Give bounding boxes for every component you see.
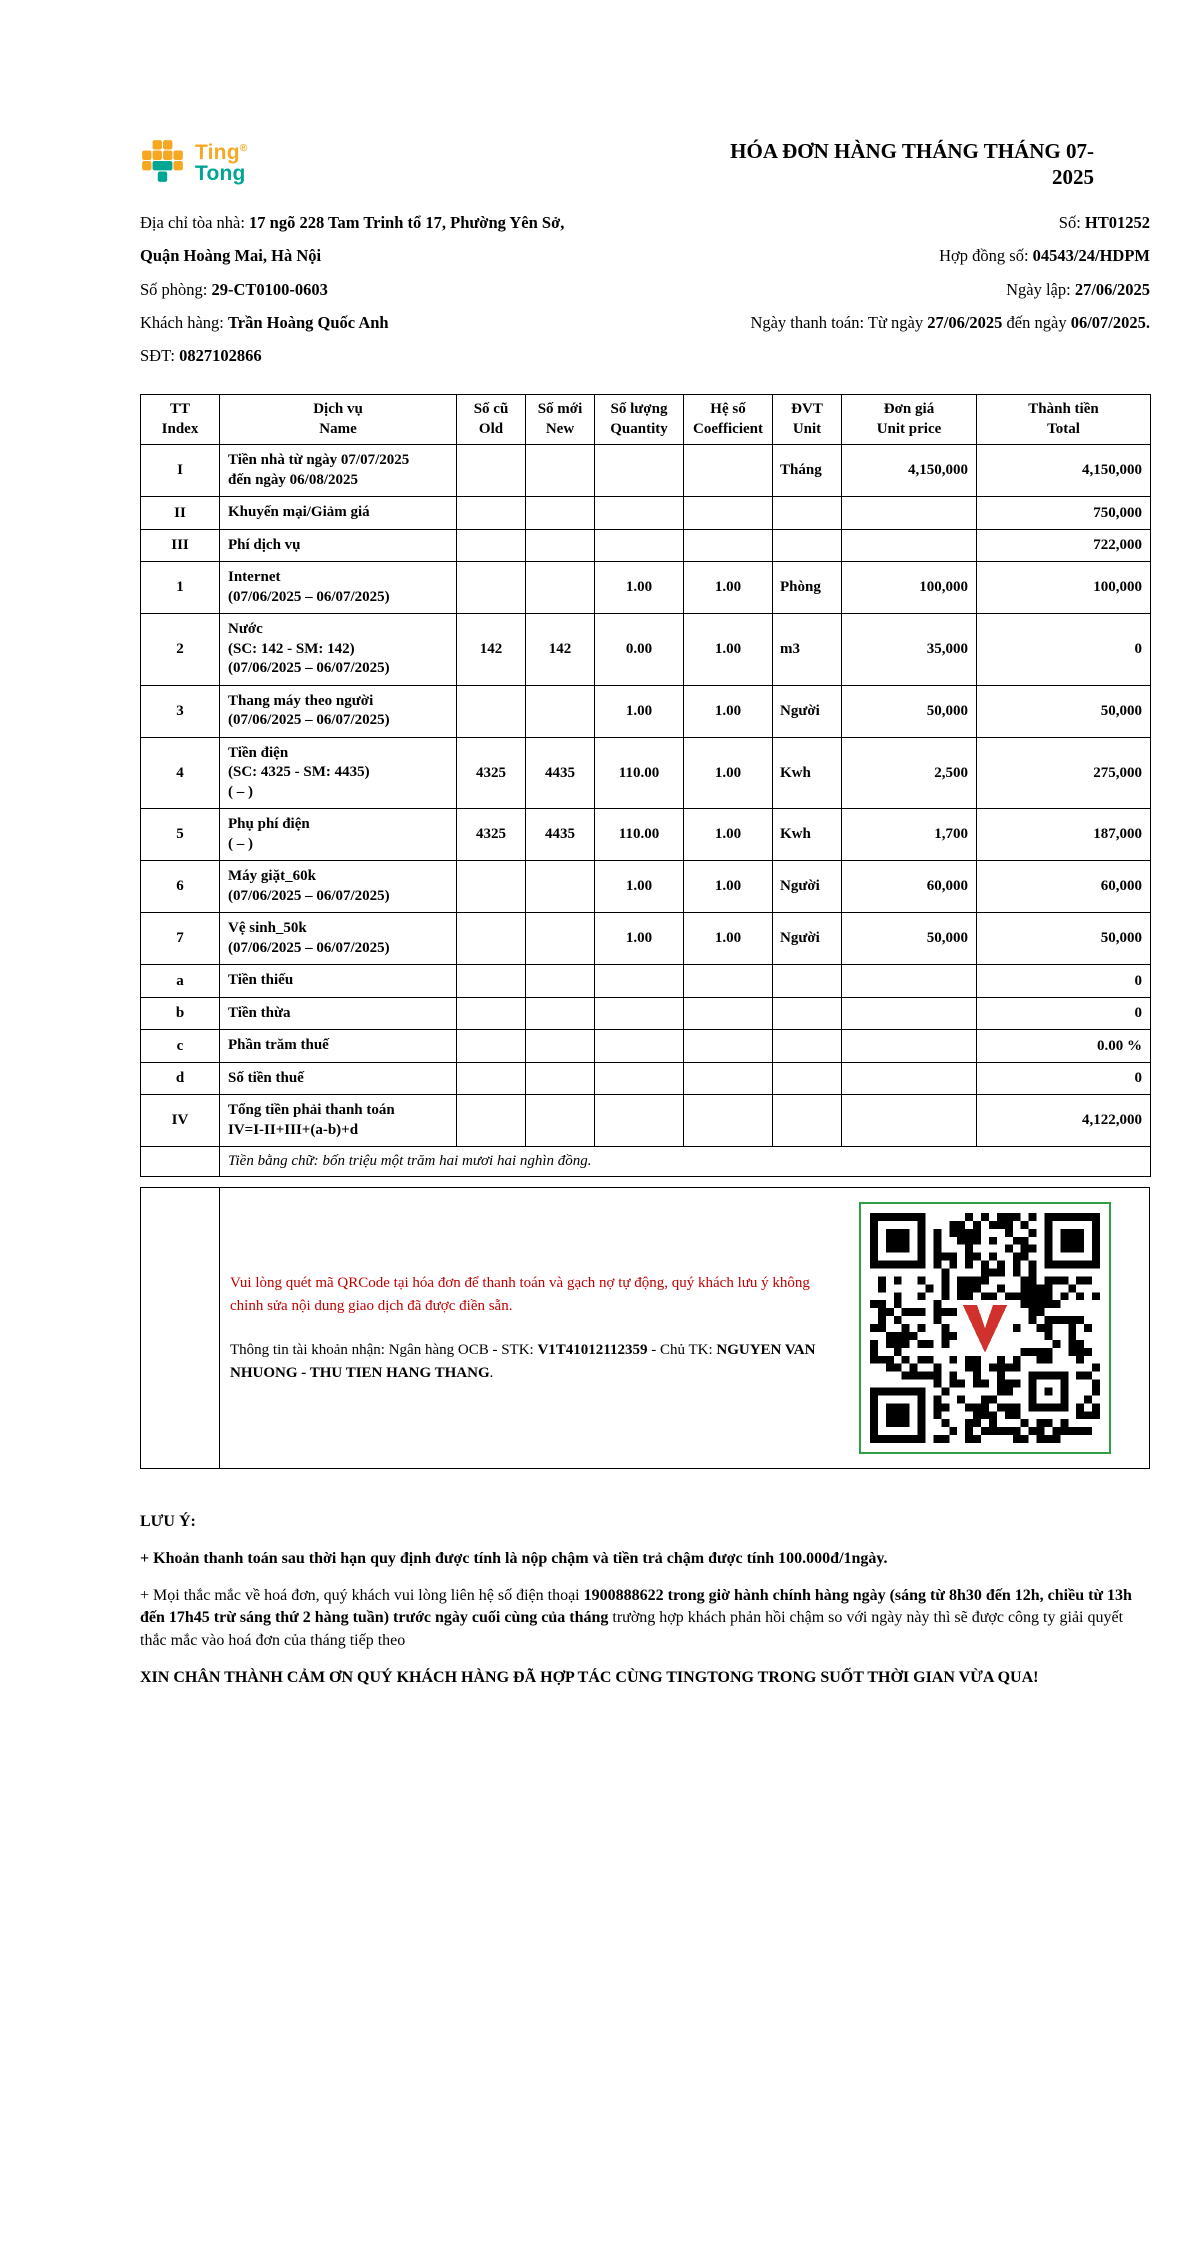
cell-unit: Tháng <box>773 445 842 497</box>
cell-unit-price <box>842 965 977 998</box>
cell-new-reading <box>526 913 595 965</box>
tingtong-logo-icon <box>140 138 186 184</box>
cell-coefficient: 1.00 <box>684 737 773 809</box>
cell-total: 0 <box>977 1062 1151 1095</box>
cell-index: 6 <box>141 861 220 913</box>
qr-section <box>140 1187 1150 1469</box>
col-header-index: TT Index <box>141 395 220 445</box>
cell-quantity: 110.00 <box>595 737 684 809</box>
tingtong-logo-text <box>195 138 247 184</box>
tingtong-logo <box>140 138 247 184</box>
cell-unit-price: 50,000 <box>842 685 977 737</box>
building-address-line: Địa chỉ tòa nhà: 17 ngõ 228 Tam Trinh tổ 17, Phường Yên Sở, <box>140 213 565 232</box>
page-title-line2: 2025 <box>1052 165 1094 189</box>
cell-coefficient <box>684 997 773 1030</box>
table-row <box>141 562 1151 614</box>
cell-quantity <box>595 445 684 497</box>
qr-content <box>220 1188 1149 1468</box>
cell-service-name: Tiền thừa <box>220 997 457 1030</box>
cell-index: b <box>141 997 220 1030</box>
footer-heading: LƯU Ý: <box>140 1513 196 1531</box>
table-row <box>141 861 1151 913</box>
contract-number-line: Hợp đồng số: 04543/24/HDPM <box>939 246 1150 266</box>
cell-coefficient <box>684 497 773 530</box>
cell-index: c <box>141 1030 220 1063</box>
qr-account-info: Thông tin tài khoản nhận: Ngân hàng OCB - STK: V1T41012112359 - Chủ TK: NGUYEN VAN NHUONG - THU TIEN HANG THANG. <box>230 1342 816 1381</box>
issue-date-line: Ngày lập: 27/06/2025 <box>1006 279 1150 299</box>
cell-old-reading <box>457 685 526 737</box>
cell-unit-price <box>842 1062 977 1095</box>
cell-unit-price <box>842 1095 977 1147</box>
cell-old-reading <box>457 562 526 614</box>
cell-index: 3 <box>141 685 220 737</box>
table-header-row <box>141 395 1151 445</box>
cell-unit <box>773 1095 842 1147</box>
cell-unit <box>773 1030 842 1063</box>
cell-unit: Người <box>773 685 842 737</box>
cell-old-reading <box>457 997 526 1030</box>
amount-in-words-row <box>141 1147 1151 1177</box>
cell-service-name: Tiền điện (SC: 4325 - SM: 4435) ( – ) <box>220 737 457 809</box>
cell-new-reading <box>526 497 595 530</box>
cell-service-name: Máy giặt_60k (07/06/2025 – 06/07/2025) <box>220 861 457 913</box>
cell-unit <box>773 529 842 562</box>
qr-spacer-cell <box>141 1188 220 1468</box>
cell-index: 2 <box>141 614 220 686</box>
logo-ting-line: Ting® <box>195 141 248 164</box>
cell-unit-price: 60,000 <box>842 861 977 913</box>
cell-coefficient: 1.00 <box>684 861 773 913</box>
cell-index: 1 <box>141 562 220 614</box>
cell-service-name: Phần trăm thuế <box>220 1030 457 1063</box>
cell-service-name: Tiền thiếu <box>220 965 457 998</box>
invoice-number-line: Số: HT01252 <box>1058 213 1150 232</box>
qr-code <box>859 1202 1111 1454</box>
col-header-total: Thành tiền Total <box>977 395 1151 445</box>
cell-quantity: 0.00 <box>595 614 684 686</box>
cell-old-reading <box>457 497 526 530</box>
table-row <box>141 1095 1151 1147</box>
cell-new-reading <box>526 861 595 913</box>
cell-quantity: 1.00 <box>595 861 684 913</box>
cell-old-reading: 4325 <box>457 737 526 809</box>
cell-total: 4,122,000 <box>977 1095 1151 1147</box>
page-title <box>634 138 1094 190</box>
cell-total: 50,000 <box>977 685 1151 737</box>
cell-new-reading <box>526 1030 595 1063</box>
cell-unit: Kwh <box>773 737 842 809</box>
col-header-unit-price: Đơn giá Unit price <box>842 395 977 445</box>
info-right-column <box>750 212 1150 378</box>
cell-service-name: Số tiền thuế <box>220 1062 457 1095</box>
cell-unit: Phòng <box>773 562 842 614</box>
cell-quantity: 110.00 <box>595 809 684 861</box>
cell-total: 0 <box>977 614 1151 686</box>
table-row <box>141 529 1151 562</box>
table-row <box>141 1062 1151 1095</box>
cell-total: 100,000 <box>977 562 1151 614</box>
cell-unit: Người <box>773 913 842 965</box>
qr-payment-notice: Vui lòng quét mã QRCode tại hóa đơn để thanh toán và gạch nợ tự động, quý khách lưu ý không chỉnh sửa nội dung giao dịch đã được điền sẵn. <box>230 1275 810 1314</box>
info-section <box>140 212 1150 378</box>
cell-old-reading <box>457 445 526 497</box>
cell-coefficient <box>684 1030 773 1063</box>
cell-unit <box>773 997 842 1030</box>
cell-unit-price: 4,150,000 <box>842 445 977 497</box>
cell-new-reading <box>526 445 595 497</box>
cell-service-name: Thang máy theo người (07/06/2025 – 06/07/2025) <box>220 685 457 737</box>
cell-unit <box>773 1062 842 1095</box>
cell-new-reading <box>526 1095 595 1147</box>
qr-vietqr-v-icon <box>963 1305 1007 1353</box>
cell-coefficient <box>684 1095 773 1147</box>
cell-coefficient: 1.00 <box>684 614 773 686</box>
cell-unit-price: 100,000 <box>842 562 977 614</box>
cell-service-name: Khuyến mại/Giảm giá <box>220 497 457 530</box>
cell-service-name: Phụ phí điện ( – ) <box>220 809 457 861</box>
cell-total: 60,000 <box>977 861 1151 913</box>
table-body <box>141 445 1151 1147</box>
logo-tong-line: Tong <box>195 162 246 185</box>
table-row <box>141 1030 1151 1063</box>
cell-new-reading <box>526 997 595 1030</box>
header <box>140 0 1150 190</box>
footer-note-contact: + Mọi thắc mắc về hoá đơn, quý khách vui lòng liên hệ số điện thoại 1900888622 trong giờ hành chính hàng ngày (sáng từ 8h30 đến 12h, chiều từ 13h đến 17h45 trừ sáng thứ 2 hàng tuần) trước ngày cuối cùng của tháng trường hợp khách phản hồi chậm so với ngày này thì sẽ được công ty giải quyết thắc mắc vào hoá đơn của tháng tiếp theo <box>140 1586 1132 1650</box>
cell-old-reading <box>457 913 526 965</box>
invoice-content <box>140 0 1150 1704</box>
cell-total: 4,150,000 <box>977 445 1151 497</box>
phone-line: SĐT: 0827102866 <box>140 346 262 366</box>
cell-new-reading <box>526 529 595 562</box>
qr-texts <box>230 1272 833 1384</box>
cell-total: 50,000 <box>977 913 1151 965</box>
table-row <box>141 685 1151 737</box>
cell-old-reading <box>457 861 526 913</box>
cell-service-name: Tiền nhà từ ngày 07/07/2025 đến ngày 06/08/2025 <box>220 445 457 497</box>
cell-index: 5 <box>141 809 220 861</box>
cell-unit-price: 50,000 <box>842 913 977 965</box>
invoice-table <box>140 394 1151 1177</box>
cell-old-reading <box>457 529 526 562</box>
cell-new-reading: 142 <box>526 614 595 686</box>
cell-old-reading <box>457 1062 526 1095</box>
col-header-old: Số cũ Old <box>457 395 526 445</box>
cell-service-name: Phí dịch vụ <box>220 529 457 562</box>
cell-quantity <box>595 497 684 530</box>
col-header-quantity: Số lượng Quantity <box>595 395 684 445</box>
cell-unit-price: 35,000 <box>842 614 977 686</box>
table-row <box>141 913 1151 965</box>
amount-in-words-cell: Tiền bằng chữ: bốn triệu một trăm hai mươi hai nghìn đồng. <box>220 1147 1151 1177</box>
cell-unit-price <box>842 529 977 562</box>
cell-total: 187,000 <box>977 809 1151 861</box>
cell-unit-price: 2,500 <box>842 737 977 809</box>
cell-new-reading <box>526 562 595 614</box>
cell-coefficient: 1.00 <box>684 562 773 614</box>
cell-unit-price <box>842 1030 977 1063</box>
qr-code-svg <box>870 1213 1100 1443</box>
cell-new-reading: 4435 <box>526 737 595 809</box>
cell-index: I <box>141 445 220 497</box>
cell-new-reading <box>526 1062 595 1095</box>
cell-unit: Người <box>773 861 842 913</box>
cell-index: IV <box>141 1095 220 1147</box>
footer <box>140 1511 1150 1689</box>
table-row <box>141 737 1151 809</box>
cell-coefficient <box>684 965 773 998</box>
col-header-coefficient: Hệ số Coefficient <box>684 395 773 445</box>
cell-index: a <box>141 965 220 998</box>
cell-unit <box>773 965 842 998</box>
cell-quantity <box>595 1062 684 1095</box>
cell-index <box>141 1147 220 1177</box>
cell-coefficient: 1.00 <box>684 913 773 965</box>
footer-thanks: XIN CHÂN THÀNH CẢM ƠN QUÝ KHÁCH HÀNG ĐÃ HỢP TÁC CÙNG TINGTONG TRONG SUỐT THỜI GIAN VỪA QUA! <box>140 1668 1039 1686</box>
table-row <box>141 997 1151 1030</box>
cell-unit: m3 <box>773 614 842 686</box>
cell-coefficient: 1.00 <box>684 809 773 861</box>
cell-quantity <box>595 965 684 998</box>
cell-new-reading <box>526 685 595 737</box>
cell-new-reading: 4435 <box>526 809 595 861</box>
cell-index: II <box>141 497 220 530</box>
cell-service-name: Nước (SC: 142 - SM: 142) (07/06/2025 – 06/07/2025) <box>220 614 457 686</box>
cell-coefficient <box>684 529 773 562</box>
cell-index: d <box>141 1062 220 1095</box>
cell-quantity: 1.00 <box>595 685 684 737</box>
col-header-service: Dịch vụ Name <box>220 395 457 445</box>
col-header-new: Số mới New <box>526 395 595 445</box>
building-address-line2: Quận Hoàng Mai, Hà Nội <box>140 246 322 266</box>
cell-old-reading <box>457 1030 526 1063</box>
info-left-column <box>140 212 660 378</box>
cell-quantity: 1.00 <box>595 562 684 614</box>
cell-index: 7 <box>141 913 220 965</box>
registered-mark: ® <box>239 143 248 154</box>
table-row <box>141 497 1151 530</box>
table-row <box>141 614 1151 686</box>
cell-total: 0.00 % <box>977 1030 1151 1063</box>
cell-old-reading <box>457 965 526 998</box>
cell-quantity <box>595 1095 684 1147</box>
cell-quantity <box>595 997 684 1030</box>
footer-note-late-fee: + Khoản thanh toán sau thời hạn quy định được tính là nộp chậm và tiền trả chậm được tính 100.000đ/1ngày. <box>140 1550 888 1568</box>
cell-old-reading: 4325 <box>457 809 526 861</box>
cell-total: 722,000 <box>977 529 1151 562</box>
cell-total: 750,000 <box>977 497 1151 530</box>
cell-old-reading <box>457 1095 526 1147</box>
cell-total: 275,000 <box>977 737 1151 809</box>
cell-index: 4 <box>141 737 220 809</box>
table-row <box>141 445 1151 497</box>
customer-line: Khách hàng: Trần Hoàng Quốc Anh <box>140 312 389 332</box>
cell-service-name: Vệ sinh_50k (07/06/2025 – 06/07/2025) <box>220 913 457 965</box>
cell-total: 0 <box>977 965 1151 998</box>
cell-quantity <box>595 529 684 562</box>
payment-period-line: Ngày thanh toán: Từ ngày 27/06/2025 đến ngày 06/07/2025. <box>750 312 1150 332</box>
cell-unit-price <box>842 497 977 530</box>
cell-unit <box>773 497 842 530</box>
cell-service-name: Tổng tiền phải thanh toán IV=I-II+III+(a-b)+d <box>220 1095 457 1147</box>
page-title-line1: HÓA ĐƠN HÀNG THÁNG THÁNG 07- <box>730 139 1094 163</box>
cell-old-reading: 142 <box>457 614 526 686</box>
cell-coefficient: 1.00 <box>684 685 773 737</box>
table-row <box>141 809 1151 861</box>
room-number-line: Số phòng: 29-CT0100-0603 <box>140 279 328 299</box>
cell-unit-price: 1,700 <box>842 809 977 861</box>
cell-unit-price <box>842 997 977 1030</box>
cell-coefficient <box>684 1062 773 1095</box>
cell-quantity <box>595 1030 684 1063</box>
table-row <box>141 965 1151 998</box>
cell-unit: Kwh <box>773 809 842 861</box>
cell-total: 0 <box>977 997 1151 1030</box>
cell-service-name: Internet (07/06/2025 – 06/07/2025) <box>220 562 457 614</box>
cell-new-reading <box>526 965 595 998</box>
col-header-unit: ĐVT Unit <box>773 395 842 445</box>
cell-quantity: 1.00 <box>595 913 684 965</box>
cell-coefficient <box>684 445 773 497</box>
cell-index: III <box>141 529 220 562</box>
